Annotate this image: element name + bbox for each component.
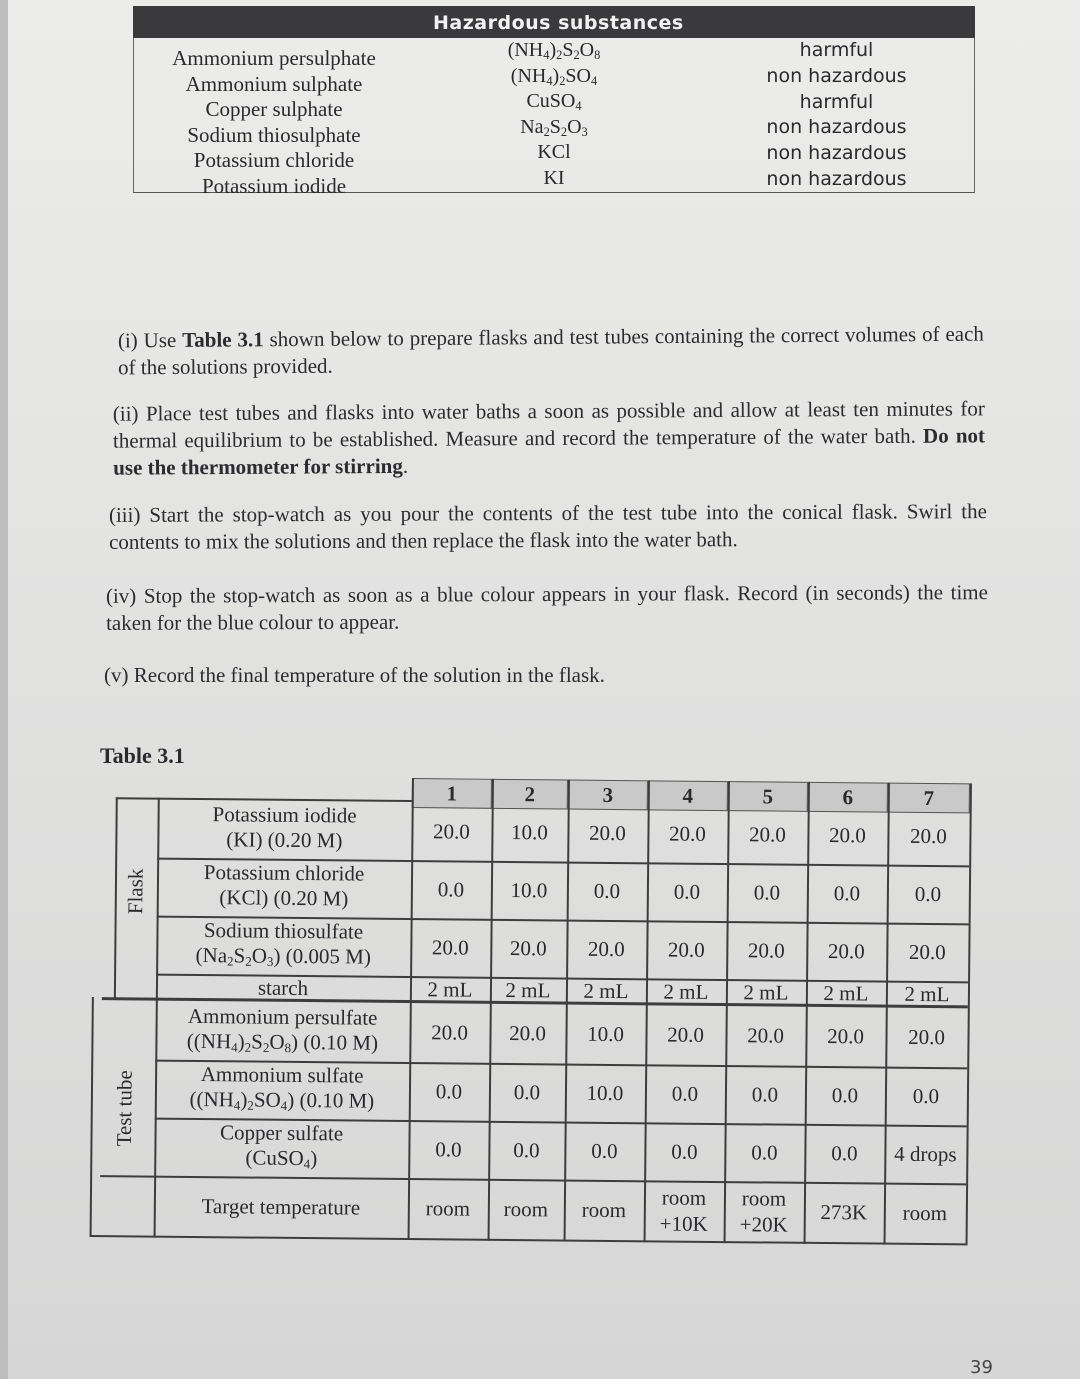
table-cell: 0.0 bbox=[513, 1137, 540, 1162]
column-header: 5 bbox=[728, 781, 808, 812]
hazard-status: non hazardous bbox=[766, 142, 907, 165]
table-cell: 20.0 bbox=[748, 821, 786, 847]
hazard-name: Ammonium persulphate bbox=[172, 46, 376, 70]
table-cell: 20.0 bbox=[908, 939, 946, 964]
table-cell: 0.0 bbox=[831, 1140, 858, 1165]
table-cell: 0.0 bbox=[914, 881, 942, 906]
hazard-table-header bbox=[133, 6, 975, 38]
table-cell: 20.0 bbox=[431, 934, 469, 960]
hazard-names-column bbox=[154, 46, 394, 199]
table-cell: room bbox=[503, 1196, 549, 1221]
table-caption: Table 3.1 bbox=[100, 743, 185, 768]
row-label: Potassium chloride (KCl) (0.20 M) bbox=[203, 860, 365, 911]
table-cell: 10.0 bbox=[510, 819, 548, 844]
page-edge bbox=[0, 0, 8, 1379]
table-cell: 0.0 bbox=[437, 876, 465, 902]
table-cell: 0.0 bbox=[513, 1079, 541, 1104]
table-cell: 20.0 bbox=[747, 1022, 785, 1048]
table-cell: 10.0 bbox=[587, 1021, 625, 1046]
page-number: 39 bbox=[970, 1357, 993, 1378]
table-cell: 0.0 bbox=[591, 1138, 618, 1163]
table-cell: 20.0 bbox=[747, 937, 785, 963]
table-cell: 20.0 bbox=[828, 822, 866, 847]
table-cell: 2 mL bbox=[505, 977, 551, 1002]
table-cell: 2 mL bbox=[663, 978, 709, 1004]
table-cell: 2 mL bbox=[427, 976, 473, 1002]
table-cell: 0.0 bbox=[435, 1136, 462, 1162]
table-cell: 20.0 bbox=[909, 823, 947, 848]
table-cell: room bbox=[902, 1200, 948, 1225]
table-cell: 0.0 bbox=[751, 1081, 779, 1107]
row-label: Ammonium sulfate $((NH_4)_2SO_4)$ (0.10 M) bbox=[189, 1062, 375, 1114]
hazard-formula: $(NH_4)_2S_2O_8$ bbox=[507, 39, 601, 63]
table-cell: 2 mL bbox=[743, 979, 789, 1005]
table-cell: 20.0 bbox=[588, 820, 626, 845]
instruction-iii: (iii) Start the stop-watch as you pour the contents of the test tube into the conical flask. Swirl the contents to mix the solutions and then replace the flask into the water bath. bbox=[108, 499, 987, 554]
table-cell: 20.0 bbox=[587, 936, 625, 961]
column-header: 4 bbox=[648, 780, 728, 811]
hazard-formula: KI bbox=[543, 166, 565, 189]
table-cell: 2 mL bbox=[904, 981, 950, 1006]
table-cell: room +10K bbox=[659, 1185, 708, 1236]
hazard-name: Potassium iodide bbox=[201, 173, 347, 198]
table-cell: 0.0 bbox=[593, 878, 621, 903]
table-cell: 20.0 bbox=[431, 1019, 469, 1045]
table-cell: 20.0 bbox=[908, 1024, 946, 1049]
table-cell: 0.0 bbox=[673, 879, 701, 904]
instruction-i: (i) Use Table 3.1 shown below to prepare flasks and test tubes containing the correct volumes of each of the solutions provided. bbox=[117, 321, 984, 380]
hazard-table-body bbox=[133, 38, 975, 198]
table-cell: 2 mL bbox=[823, 980, 869, 1005]
table-cell: room +20K bbox=[739, 1186, 788, 1237]
table-cell: 0.0 bbox=[753, 879, 781, 905]
table-cell: 20.0 bbox=[668, 821, 706, 846]
row-label: Copper sulfate (CuSO$_4$) bbox=[219, 1120, 344, 1172]
hazard-formula: KCl bbox=[537, 141, 571, 163]
table-cell: 20.0 bbox=[509, 935, 547, 960]
table-cell: 10.0 bbox=[586, 1080, 624, 1105]
table-cell: 20.0 bbox=[509, 1020, 547, 1045]
table-cell: 0.0 bbox=[751, 1139, 778, 1165]
hazard-status: harmful bbox=[799, 90, 874, 113]
table-cell: 0.0 bbox=[671, 1081, 699, 1106]
row-label: starch bbox=[257, 975, 309, 1001]
column-header: 2 bbox=[492, 779, 568, 810]
hazard-name: Copper sulphate bbox=[205, 97, 343, 121]
table-cell: 0.0 bbox=[833, 880, 861, 905]
hazard-status: non hazardous bbox=[766, 116, 907, 139]
column-header: 3 bbox=[568, 780, 648, 811]
table-cell: 0.0 bbox=[435, 1078, 463, 1104]
row-label: Potassium iodide (KI) (0.20 M) bbox=[212, 802, 357, 853]
column-header: 6 bbox=[808, 782, 888, 813]
table-cell: 20.0 bbox=[827, 938, 865, 963]
table-cell: 273K bbox=[820, 1199, 868, 1224]
table-cell: 0.0 bbox=[831, 1082, 859, 1107]
table-cell: 2 mL bbox=[583, 978, 629, 1003]
table-cell: 20.0 bbox=[667, 937, 705, 962]
grid-line-v bbox=[114, 797, 118, 999]
row-label: Sodium thiosulfate $(Na_2S_2O_3)$ (0.005 M) bbox=[195, 918, 372, 969]
group-label-test-tube: Test tube bbox=[111, 1070, 137, 1147]
table-cell: 20.0 bbox=[432, 818, 470, 844]
row-label: Ammonium persulfate $((NH_4)_2S_2O_8)$ (0.10 M) bbox=[186, 1003, 379, 1056]
table-cell: 20.0 bbox=[827, 1023, 865, 1048]
hazard-name: Sodium thiosulphate bbox=[187, 122, 361, 147]
hazard-status: non hazardous bbox=[766, 64, 907, 87]
instruction-v: (v) Record the final temperature of the solution in the flask. bbox=[104, 663, 605, 687]
hazard-formula: CuSO$_4$ bbox=[526, 90, 582, 114]
hazard-name: Ammonium sulphate bbox=[185, 71, 363, 96]
instruction-iv: (iv) Stop the stop-watch as soon as a blue colour appears in your flask. Record (in seconds) the time taken for the blue colour to appear. bbox=[105, 580, 988, 635]
hazard-table bbox=[133, 6, 975, 198]
table-cell: 10.0 bbox=[510, 877, 548, 902]
hazard-status: harmful bbox=[799, 39, 874, 61]
experiment-table bbox=[89, 775, 982, 1262]
table-cell: 20.0 bbox=[667, 1022, 705, 1047]
table-cell: room bbox=[581, 1197, 627, 1222]
hazard-status: non hazardous bbox=[766, 167, 907, 190]
instruction-ii: (ii) Place test tubes and flasks into water baths a soon as possible and allow at least ten minutes for thermal equilibrium to be established. Measure and record the temperature of the water bath. Do not use the thermometer for stirring. bbox=[112, 396, 986, 480]
hazard-formula-column bbox=[489, 38, 619, 191]
table-cell: 0.0 bbox=[912, 1083, 940, 1108]
column-header: 1 bbox=[412, 778, 492, 809]
hazard-formula: $(NH_4)_2SO_4$ bbox=[510, 64, 598, 88]
hazard-table-title: Hazardous substances bbox=[433, 12, 684, 34]
table-cell: room bbox=[425, 1195, 471, 1221]
column-header: 7 bbox=[888, 783, 970, 814]
table-cell: 0.0 bbox=[671, 1139, 698, 1164]
group-label-flask: Flask bbox=[123, 868, 148, 915]
row-label: Target temperature bbox=[201, 1194, 361, 1220]
hazard-status-column bbox=[754, 38, 919, 193]
hazard-name: Potassium chloride bbox=[193, 148, 355, 172]
table-cell: 4 drops bbox=[894, 1141, 957, 1167]
hazard-formula: $Na_2S_2O_3$ bbox=[520, 115, 588, 139]
